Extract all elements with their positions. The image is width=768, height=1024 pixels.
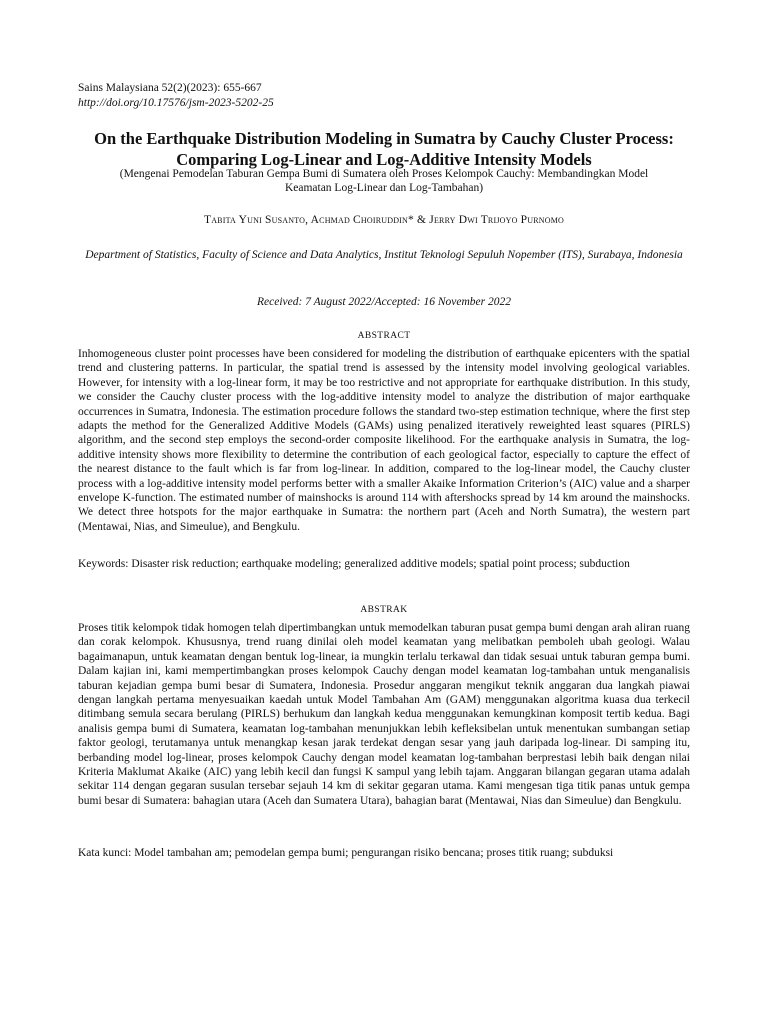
journal-header <box>78 81 274 110</box>
doi-link[interactable]: http://doi.org/10.17576/jsm-2023-5202-25 <box>78 96 274 109</box>
paper-title: On the Earthquake Distribution Modeling in Sumatra by Cauchy Cluster Process: Comparing Log-Linear and Log-Additive Intensity Models <box>94 129 674 169</box>
journal-citation: Sains Malaysiana 52(2)(2023): 655-667 <box>78 82 262 94</box>
paper-subtitle: (Mengenai Pemodelan Taburan Gempa Bumi di Sumatera oleh Proses Kelompok Cauchy: Membandingkan Model Keamatan Log-Linear dan Log-Tambahan) <box>119 168 649 194</box>
abstrak-keywords: Kata kunci: Model tambahan am; pemodelan gempa bumi; pengurangan risiko bencana; proses titik ruang; subduksi <box>78 847 614 859</box>
abstrak-body: Proses titik kelompok tidak homogen telah dipertimbangkan untuk memodelkan taburan pusat gempa bumi dengan arah aliran ruang dan corak kelompok. Khususnya, trend ruang dinilai oleh model keamatan yang melibatkan pemboleh ubah geologi. Walau bagaimanapun, untuk keamatan dengan bentuk log-linear, ia mungkin terlalu terkawal dan tidak sesuai untuk taburan gempa bumi. Dalam kajian ini, kami mempertimbangkan proses kelompok Cauchy dengan model keamatan log-tambahan untuk menganalisis taburan kejadian gempa bumi besar di Sumatera, Indonesia. Prosedur anggaran mengikut teknik anggaran dua langkah piawai dengan langkah pertama menyesuaikan kaedah untuk Model Tambahan Am (GAM) menggunakan algoritma kuasa dua terkecil ditimbang semula secara berulang (PIRLS) berhukum dan langkah kedua menggunakan kemungkinan komposit tertib kedua. Bagi analisis gempa bumi di Sumatera, keamatan log-tambahan menunjukkan lebih kefleksibelan untuk menentukan sumbangan setiap faktor geologi, terutamanya untuk menangkap kesan jarak terdekat dengan sesar yang jauh daripada log-linear. Di samping itu, berbanding model log-linear, proses kelompok Cauchy dengan model keamatan log-tambahan berprestasi lebih baik dengan nilai Kriteria Maklumat Akaike (AIC) yang lebih kecil dan fungsi K sampul yang lebih tajam. Anggaran bilangan gegaran utama adalah sekitar 114 dengan gegaran susulan tersebar sejauh 14 km di sekitar gegaran utama. Kami mengesan tiga titik panas untuk gempa bumi besar di Sumatera: bahagian utara (Aceh dan Sumatera Utara), bahagian barat (Mentawai, Nias dan Simeulue) dan Bengkulu. <box>78 622 690 807</box>
abstract-body: Inhomogeneous cluster point processes have been considered for modeling the distribution of earthquake epicenters with the spatial trend and clustering patterns. In particular, the spatial trend is assessed by the intensity model involving geological variables. However, for intensity with a log-linear form, it may be too restrictive and not appropriate for earthquake distribution. In this study, we consider the Cauchy cluster process with the log-additive intensity model to analyze the distribution of major earthquake occurrences in Sumatra, Indonesia. The estimation procedure follows the standard two-step estimation technique, where the first step adapts the method for the Generalized Additive Models (GAMs) using penalized iteratively reweighted least squares (PIRLS) algorithm, and the second step employs the second-order composite likelihood. For the earthquake analysis in Sumatra, the log-additive intensity shows more flexibility to determine the contribution of each geological factor, especially to capture the effect of the nearest distance to the fault which is far from log-linear. In addition, compared to the log-linear model, the Cauchy cluster process with a log-additive intensity model performs better with a smaller Akaike Information Criterion’s (AIC) value and a sharper envelope K-function. The estimated number of mainshocks is around 114 with aftershocks spread by 14 km around the mainshocks. We detect three hotspots for the major earthquake in Sumatra: the northern part (Aceh and North Sumatra), the western part (Mentawai, Nias, and Simeulue), and Bengkulu. <box>78 348 690 533</box>
author-list: Tabita Yuni Susanto, Achmad Choiruddin* & Jerry Dwi Trijoyo Purnomo <box>203 214 565 226</box>
abstrak-heading: ABSTRAK <box>360 605 408 615</box>
abstract-keywords: Keywords: Disaster risk reduction; earthquake modeling; generalized additive models; spatial point process; subduction <box>78 558 630 570</box>
affiliation: Department of Statistics, Faculty of Science and Data Analytics, Institut Teknologi Sepuluh Nopember (ITS), Surabaya, Indonesia <box>85 249 683 261</box>
abstract-heading: ABSTRACT <box>357 331 411 341</box>
received-dates: Received: 7 August 2022/Accepted: 16 November 2022 <box>257 296 511 308</box>
